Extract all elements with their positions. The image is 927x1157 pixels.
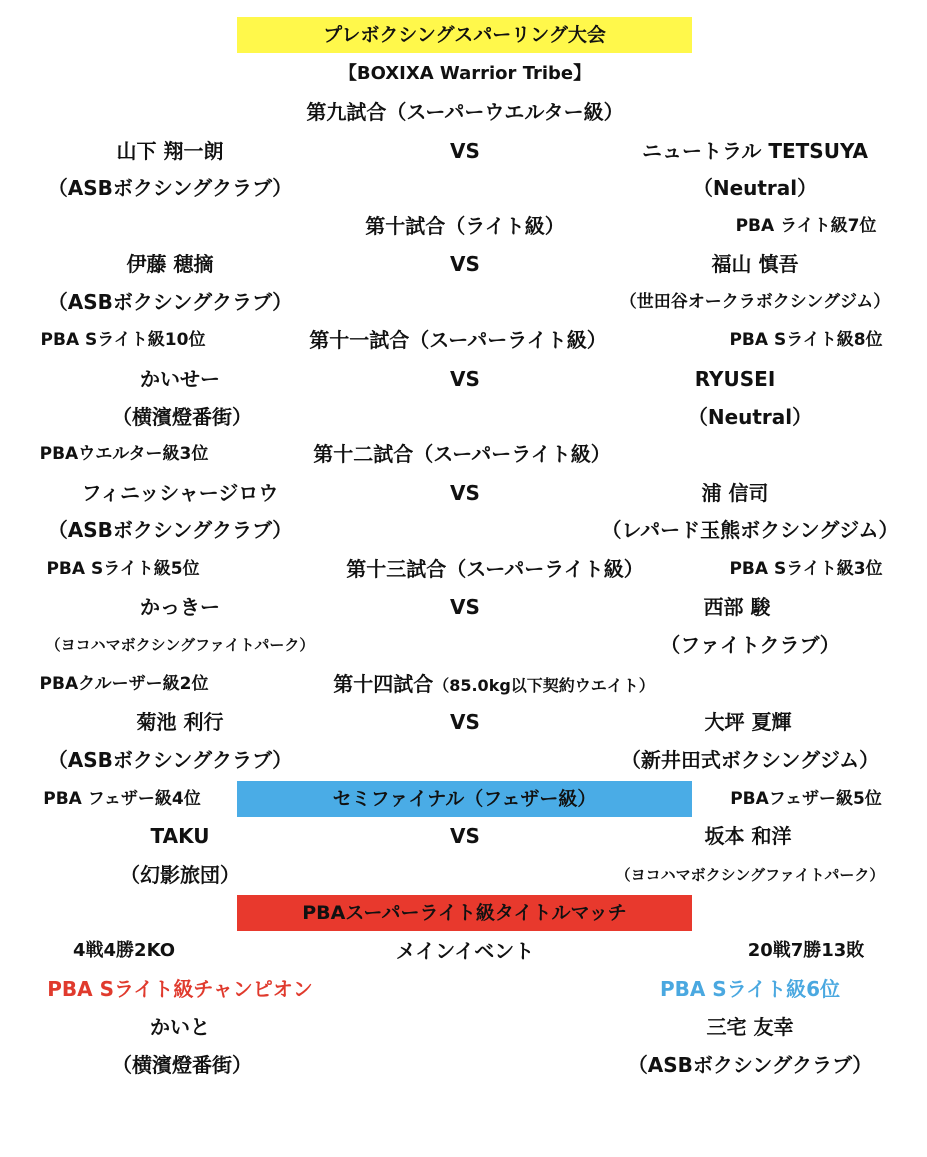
bout-9-left-name: 山下 翔一朗 xyxy=(116,139,224,163)
bout-13-title: 第十三試合（スーパーライト級） xyxy=(346,557,644,581)
bout-13-left-rank: PBA Sライト級5位 xyxy=(46,559,200,579)
semifinal-right-rank: PBAフェザー級5位 xyxy=(730,789,882,809)
bout-14-left-gym: （ASBボクシングクラブ） xyxy=(47,748,293,772)
bout-14-vs: VS xyxy=(450,710,480,734)
bout-12-right-name: 浦 信司 xyxy=(701,481,769,505)
bout-9-vs: VS xyxy=(450,139,480,163)
bout-10-right-rank: PBA ライト級7位 xyxy=(735,216,877,236)
main-right-record: 20戦7勝13敗 xyxy=(747,940,865,961)
bout-11-left-rank: PBA Sライト級10位 xyxy=(40,330,206,350)
bout-11-right-gym: （Neutral） xyxy=(687,405,813,429)
semifinal-right-name: 坂本 和洋 xyxy=(704,824,792,848)
bout-12-left-rank: PBAウエルター級3位 xyxy=(39,444,209,464)
semifinal-right-gym: （ヨコハマボクシングファイトパーク） xyxy=(615,866,885,884)
bout-10-left-name: 伊藤 穂摘 xyxy=(126,252,214,276)
main-event-label: メインイベント xyxy=(395,939,535,963)
bout-14-title-main: 第十四試合 xyxy=(333,672,434,696)
bout-10-right-gym: （世田谷オークラボクシングジム） xyxy=(619,292,891,312)
bout-13-left-name: かっきー xyxy=(140,595,220,619)
bout-11-title: 第十一試合（スーパーライト級） xyxy=(309,328,607,352)
main-left-name: かいと xyxy=(150,1015,210,1039)
bout-12-left-gym: （ASBボクシングクラブ） xyxy=(47,518,293,542)
main-right-gym: （ASBボクシングクラブ） xyxy=(627,1053,873,1077)
semifinal-left-rank: PBA フェザー級4位 xyxy=(43,789,201,809)
bout-14-left-rank: PBAクルーザー級2位 xyxy=(39,674,209,694)
bout-13-right-name: 西部 駿 xyxy=(703,595,771,619)
bout-9-left-gym: （ASBボクシングクラブ） xyxy=(47,176,293,200)
semifinal-vs: VS xyxy=(450,824,480,848)
event-title-banner xyxy=(237,17,692,53)
bout-14-right-name: 大坪 夏輝 xyxy=(704,710,792,734)
bout-13-right-rank: PBA Sライト級3位 xyxy=(729,559,883,579)
bout-10-right-name: 福山 慎吾 xyxy=(711,252,799,276)
bout-10-vs: VS xyxy=(450,252,480,276)
bout-12-title: 第十二試合（スーパーライト級） xyxy=(313,442,611,466)
semifinal-title: セミファイナル（フェザー級） xyxy=(332,788,597,810)
bout-14-left-name: 菊池 利行 xyxy=(136,710,224,734)
bout-11-right-name: RYUSEI xyxy=(694,367,776,391)
bout-9-right-name: ニュートラル TETSUYA xyxy=(641,139,869,163)
event-subtitle: 【BOXIXA Warrior Tribe】 xyxy=(338,63,592,84)
main-right-name: 三宅 友幸 xyxy=(706,1015,794,1039)
bout-9-title: 第九試合（スーパーウエルター級） xyxy=(306,100,624,124)
main-left-record: 4戦4勝2KO xyxy=(72,940,176,961)
bout-14-title xyxy=(333,665,655,703)
bout-13-left-gym: （ヨコハマボクシングファイトパーク） xyxy=(45,636,315,654)
main-event-title: PBAスーパーライト級タイトルマッチ xyxy=(302,902,627,924)
bout-12-right-gym: （レパード玉熊ボクシングジム） xyxy=(601,518,899,542)
bout-13-vs: VS xyxy=(450,595,480,619)
bout-12-vs: VS xyxy=(450,481,480,505)
bout-13-right-gym: （ファイトクラブ） xyxy=(660,633,840,657)
main-left-gym: （横濱燈番街） xyxy=(112,1053,252,1077)
bout-11-left-gym: （横濱燈番街） xyxy=(112,405,252,429)
event-title: プレボクシングスパーリング大会 xyxy=(323,24,606,46)
bout-11-left-name: かいせー xyxy=(140,367,220,391)
bout-14-right-gym: （新井田式ボクシングジム） xyxy=(620,748,880,772)
main-right-rank: PBA Sライト級6位 xyxy=(659,977,841,1001)
main-event-banner xyxy=(237,895,692,931)
bout-11-vs: VS xyxy=(450,367,480,391)
bout-11-right-rank: PBA Sライト級8位 xyxy=(729,330,883,350)
bout-9-right-gym: （Neutral） xyxy=(692,176,818,200)
main-left-rank: PBA Sライト級チャンピオン xyxy=(47,977,313,1001)
bout-10-left-gym: （ASBボクシングクラブ） xyxy=(47,290,293,314)
bout-14-title-sub: （85.0kg以下契約ウエイト） xyxy=(433,676,655,695)
bout-10-title: 第十試合（ライト級） xyxy=(365,214,565,238)
semifinal-left-gym: （幻影旅団） xyxy=(120,863,240,887)
semifinal-left-name: TAKU xyxy=(150,824,210,848)
bout-12-left-name: フィニッシャージロウ xyxy=(81,481,279,505)
